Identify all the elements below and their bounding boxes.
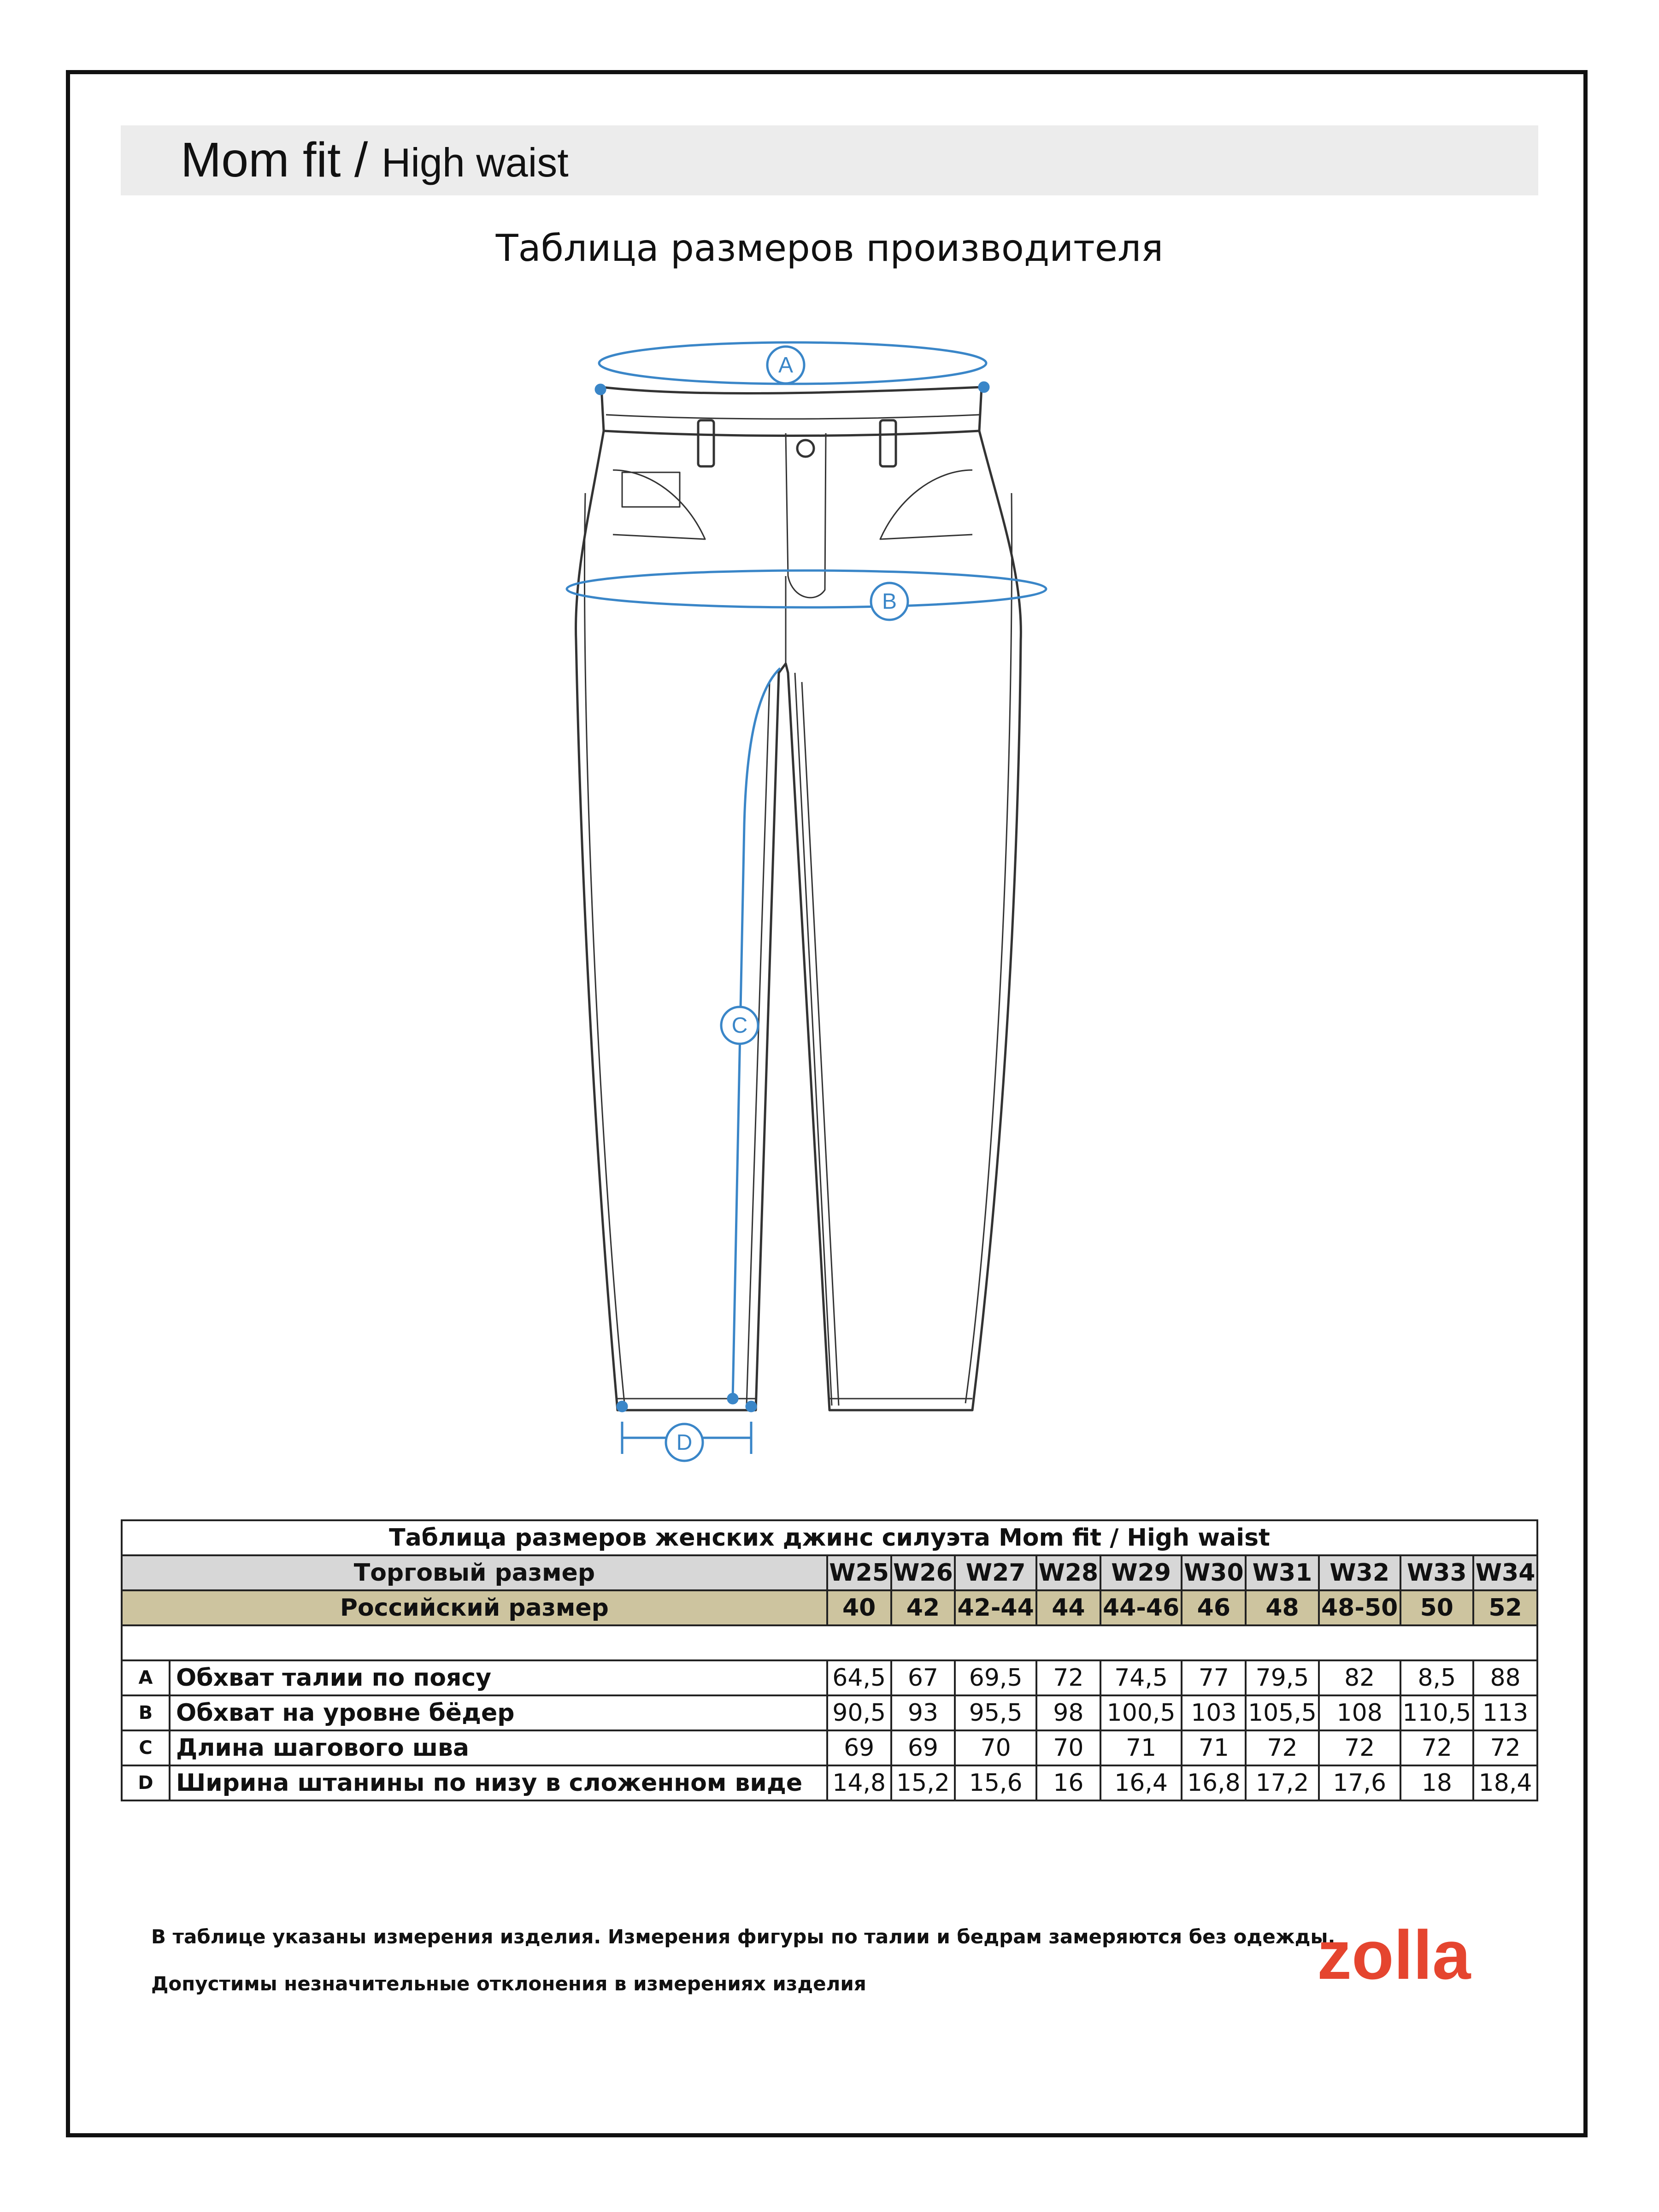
russian-size-cell: 44-46 — [1100, 1590, 1182, 1625]
trade-size-cell: W25 — [827, 1555, 891, 1590]
trade-size-cell: W32 — [1319, 1555, 1400, 1590]
trade-size-cell: W31 — [1246, 1555, 1319, 1590]
title-sub: High waist — [381, 140, 569, 185]
table-row — [122, 1765, 1537, 1800]
trade-size-cell: W34 — [1473, 1555, 1537, 1590]
jeans-diagram — [530, 318, 1083, 1479]
measurement-cell: 77 — [1182, 1660, 1246, 1695]
measurement-cell: 18 — [1400, 1765, 1474, 1800]
measurement-cell: 17,6 — [1319, 1765, 1400, 1800]
note-measurements: В таблице указаны измерения изделия. Измерения фигуры по талии и бедрам замеряются без одежды. — [151, 1925, 1335, 1948]
measurement-cell: 113 — [1473, 1695, 1537, 1730]
measurement-cell: 98 — [1036, 1695, 1100, 1730]
measurement-cell: 69 — [827, 1730, 891, 1765]
row-key: B — [122, 1695, 170, 1730]
measurement-cell: 17,2 — [1246, 1765, 1319, 1800]
measurement-cell: 74,5 — [1100, 1660, 1182, 1695]
label-a: A — [778, 353, 794, 377]
title-separator: / — [341, 133, 382, 187]
trade-size-cell: W26 — [891, 1555, 955, 1590]
table-caption-row — [122, 1520, 1537, 1555]
label-c: C — [731, 1013, 748, 1038]
measurement-cell: 16,4 — [1100, 1765, 1182, 1800]
trade-size-cell: W27 — [955, 1555, 1036, 1590]
measurement-cell: 16,8 — [1182, 1765, 1246, 1800]
trade-size-label: Торговый размер — [122, 1555, 827, 1590]
measurement-cell: 103 — [1182, 1695, 1246, 1730]
measurement-cell: 16 — [1036, 1765, 1100, 1800]
measurement-cell: 88 — [1473, 1660, 1537, 1695]
measurement-cell: 72 — [1473, 1730, 1537, 1765]
spacer-row — [122, 1625, 1537, 1660]
measurement-cell: 79,5 — [1246, 1660, 1319, 1695]
measurement-cell: 110,5 — [1400, 1695, 1474, 1730]
row-label: Обхват талии по поясу — [170, 1660, 827, 1695]
row-label: Длина шагового шва — [170, 1730, 827, 1765]
logo-text: zolla — [1317, 1924, 1471, 1994]
measurement-cell: 71 — [1100, 1730, 1182, 1765]
trade-size-cell: W29 — [1100, 1555, 1182, 1590]
measurement-cell: 95,5 — [955, 1695, 1036, 1730]
spacer-cell — [122, 1625, 1537, 1660]
measurement-cell: 71 — [1182, 1730, 1246, 1765]
measurement-cell: 100,5 — [1100, 1695, 1182, 1730]
measurement-cell: 15,6 — [955, 1765, 1036, 1800]
russian-size-cell: 50 — [1400, 1590, 1474, 1625]
size-table — [121, 1519, 1538, 1801]
zolla-logo — [1317, 1924, 1506, 1994]
trade-size-cell: W28 — [1036, 1555, 1100, 1590]
measurement-cell: 70 — [1036, 1730, 1100, 1765]
russian-size-cell: 48 — [1246, 1590, 1319, 1625]
label-d: D — [676, 1430, 693, 1455]
chart-heading: Таблица размеров производителя — [495, 227, 1164, 270]
measurement-cell: 93 — [891, 1695, 955, 1730]
measurement-cell: 69 — [891, 1730, 955, 1765]
measurement-cell: 105,5 — [1246, 1695, 1319, 1730]
table-row — [122, 1660, 1537, 1695]
label-b: B — [882, 589, 897, 614]
russian-size-cell: 42 — [891, 1590, 955, 1625]
measurement-cell: 67 — [891, 1660, 955, 1695]
row-key: A — [122, 1660, 170, 1695]
trade-size-row — [122, 1555, 1537, 1590]
measurement-cell: 72 — [1036, 1660, 1100, 1695]
russian-size-cell: 42-44 — [955, 1590, 1036, 1625]
table-caption: Таблица размеров женских джинс силуэта Mom fit / High waist — [122, 1520, 1537, 1555]
measurement-cell: 70 — [955, 1730, 1036, 1765]
trade-size-cell: W30 — [1182, 1555, 1246, 1590]
row-key: C — [122, 1730, 170, 1765]
measurement-cell: 69,5 — [955, 1660, 1036, 1695]
table-row — [122, 1695, 1537, 1730]
russian-size-cell: 46 — [1182, 1590, 1246, 1625]
measurement-cell: 82 — [1319, 1660, 1400, 1695]
russian-size-label: Российский размер — [122, 1590, 827, 1625]
trade-size-cell: W33 — [1400, 1555, 1474, 1590]
russian-size-cell: 44 — [1036, 1590, 1100, 1625]
measurement-cell: 15,2 — [891, 1765, 955, 1800]
table-row — [122, 1730, 1537, 1765]
russian-size-cell: 52 — [1473, 1590, 1537, 1625]
title-main: Mom fit — [181, 133, 341, 187]
measurement-cell: 72 — [1400, 1730, 1474, 1765]
row-key: D — [122, 1765, 170, 1800]
measurement-cell: 8,5 — [1400, 1660, 1474, 1695]
measurement-cell: 90,5 — [827, 1695, 891, 1730]
measurement-cell: 72 — [1246, 1730, 1319, 1765]
note-tolerance: Допустимы незначительные отклонения в измерениях изделия — [151, 1972, 866, 1995]
measurement-cell: 14,8 — [827, 1765, 891, 1800]
russian-size-cell: 48-50 — [1319, 1590, 1400, 1625]
russian-size-cell: 40 — [827, 1590, 891, 1625]
measurement-cell: 18,4 — [1473, 1765, 1537, 1800]
russian-size-row — [122, 1590, 1537, 1625]
measurement-cell: 72 — [1319, 1730, 1400, 1765]
measurement-cell: 64,5 — [827, 1660, 891, 1695]
measurement-cell: 108 — [1319, 1695, 1400, 1730]
row-label: Ширина штанины по низу в сложенном виде — [170, 1765, 827, 1800]
page-title — [181, 130, 569, 193]
row-label: Обхват на уровне бёдер — [170, 1695, 827, 1730]
